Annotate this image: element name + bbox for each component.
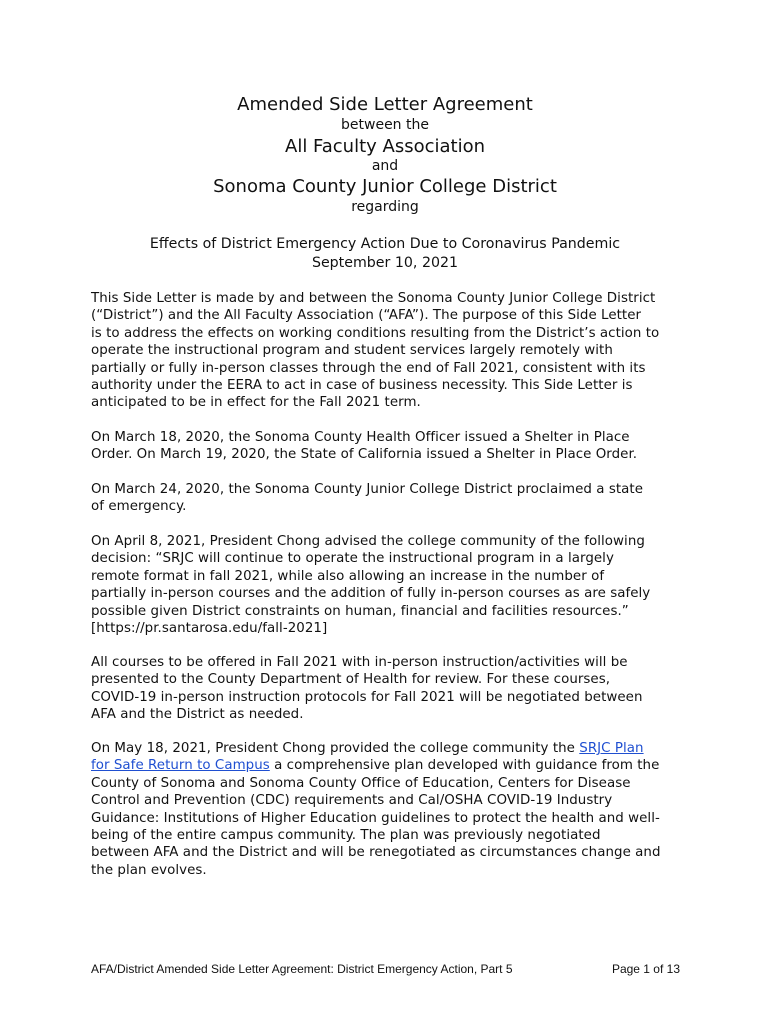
paragraph-line: decision: “SRJC will continue to operate the instructional program in a largely xyxy=(91,551,614,567)
subject-line: Effects of District Emergency Action Due to Coronavirus Pandemic xyxy=(149,236,621,252)
paragraph-line: On March 18, 2020, the Sonoma County Health Officer issued a Shelter in Place xyxy=(91,430,630,445)
regarding-text: regarding xyxy=(351,199,419,215)
paragraph-line: being of the entire campus community. The plan was previously negotiated xyxy=(91,828,601,844)
line-text: On May 18, 2021, President Chong provided the college community the xyxy=(91,741,580,756)
paragraph-president-decision xyxy=(91,533,691,637)
paragraph-courses xyxy=(91,654,691,724)
party-one: All Faculty Association xyxy=(285,136,485,157)
paragraph-line: On March 24, 2020, the Sonoma County Junior College District proclaimed a state xyxy=(91,482,644,497)
paragraph-line: Order. On March 19, 2020, the State of California issued a Shelter in Place Order. xyxy=(91,447,638,463)
safe-return-link[interactable]: for Safe Return to Campus xyxy=(91,758,270,774)
paragraph-emergency xyxy=(91,481,691,516)
party-two: Sonoma County Junior College District xyxy=(213,176,557,197)
agreement-date: September 10, 2021 xyxy=(311,255,459,271)
paragraph-line: County of Sonoma and Sonoma County Office of Education, Centers for Disease xyxy=(91,775,631,791)
paragraph-line: All courses to be offered in Fall 2021 with in-person instruction/activities will be xyxy=(91,655,628,670)
paragraph-line: remote format in fall 2021, while also allowing an increase in the number of xyxy=(91,568,605,584)
paragraph-line: partially or fully in-person classes through the end of Fall 2021, consistent with its xyxy=(91,360,646,376)
paragraph-line: is to address the effects on working conditions resulting from the District’s action to xyxy=(91,325,660,341)
and-text: and xyxy=(371,158,399,174)
paragraph-line: of emergency. xyxy=(91,499,187,515)
paragraph-line: (“District”) and the All Faculty Association (“AFA”). The purpose of this Side Letter xyxy=(91,308,642,324)
paragraph-line: Control and Prevention (CDC) requirements and Cal/OSHA COVID-19 Industry xyxy=(91,793,613,809)
paragraph-line: [https://pr.santarosa.edu/fall-2021] xyxy=(91,621,328,637)
footer-title: AFA/District Amended Side Letter Agreement: District Emergency Action, Part 5 xyxy=(91,962,513,976)
paragraph-line: This Side Letter is made by and between the Sonoma County Junior College District xyxy=(91,291,656,306)
paragraph-line: On April 8, 2021, President Chong advised the college community of the following xyxy=(91,534,645,549)
paragraph-line: possible given District constraints on human, financial and facilities resources.” xyxy=(91,603,629,619)
document-title: Amended Side Letter Agreement xyxy=(237,94,533,115)
srjc-plan-link[interactable]: SRJC Plan xyxy=(579,741,644,756)
paragraph-safe-return xyxy=(91,740,691,879)
paragraph-purpose xyxy=(91,290,691,412)
line-text: a comprehensive plan developed with guidance from the xyxy=(269,758,660,774)
paragraph-line: presented to the County Department of Health for review. For these courses, xyxy=(91,672,611,688)
paragraph-line: COVID-19 in-person instruction protocols for Fall 2021 will be negotiated between xyxy=(91,689,643,705)
page-number: Page 1 of 13 xyxy=(611,962,680,976)
paragraph-line: Guidance: Institutions of Higher Education guidelines to protect the health and well- xyxy=(91,810,660,826)
paragraph-line xyxy=(91,757,691,774)
paragraph-shelter-order xyxy=(91,429,691,464)
paragraph-line: AFA and the District as needed. xyxy=(91,707,304,723)
paragraph-line: the plan evolves. xyxy=(91,862,207,878)
between-text: between the xyxy=(341,117,429,133)
paragraph-line: partially in-person courses and the addition of fully in-person courses as are safely xyxy=(91,586,651,602)
paragraph-line: anticipated to be in effect for the Fall 2021 term. xyxy=(91,395,421,411)
paragraph-line: authority under the EERA to act in case of business necessity. This Side Letter is xyxy=(91,378,633,394)
paragraph-line xyxy=(91,740,691,757)
paragraph-line: between AFA and the District and will be renegotiated as circumstances change and xyxy=(91,845,661,861)
paragraph-line: operate the instructional program and student services largely remotely with xyxy=(91,343,613,359)
